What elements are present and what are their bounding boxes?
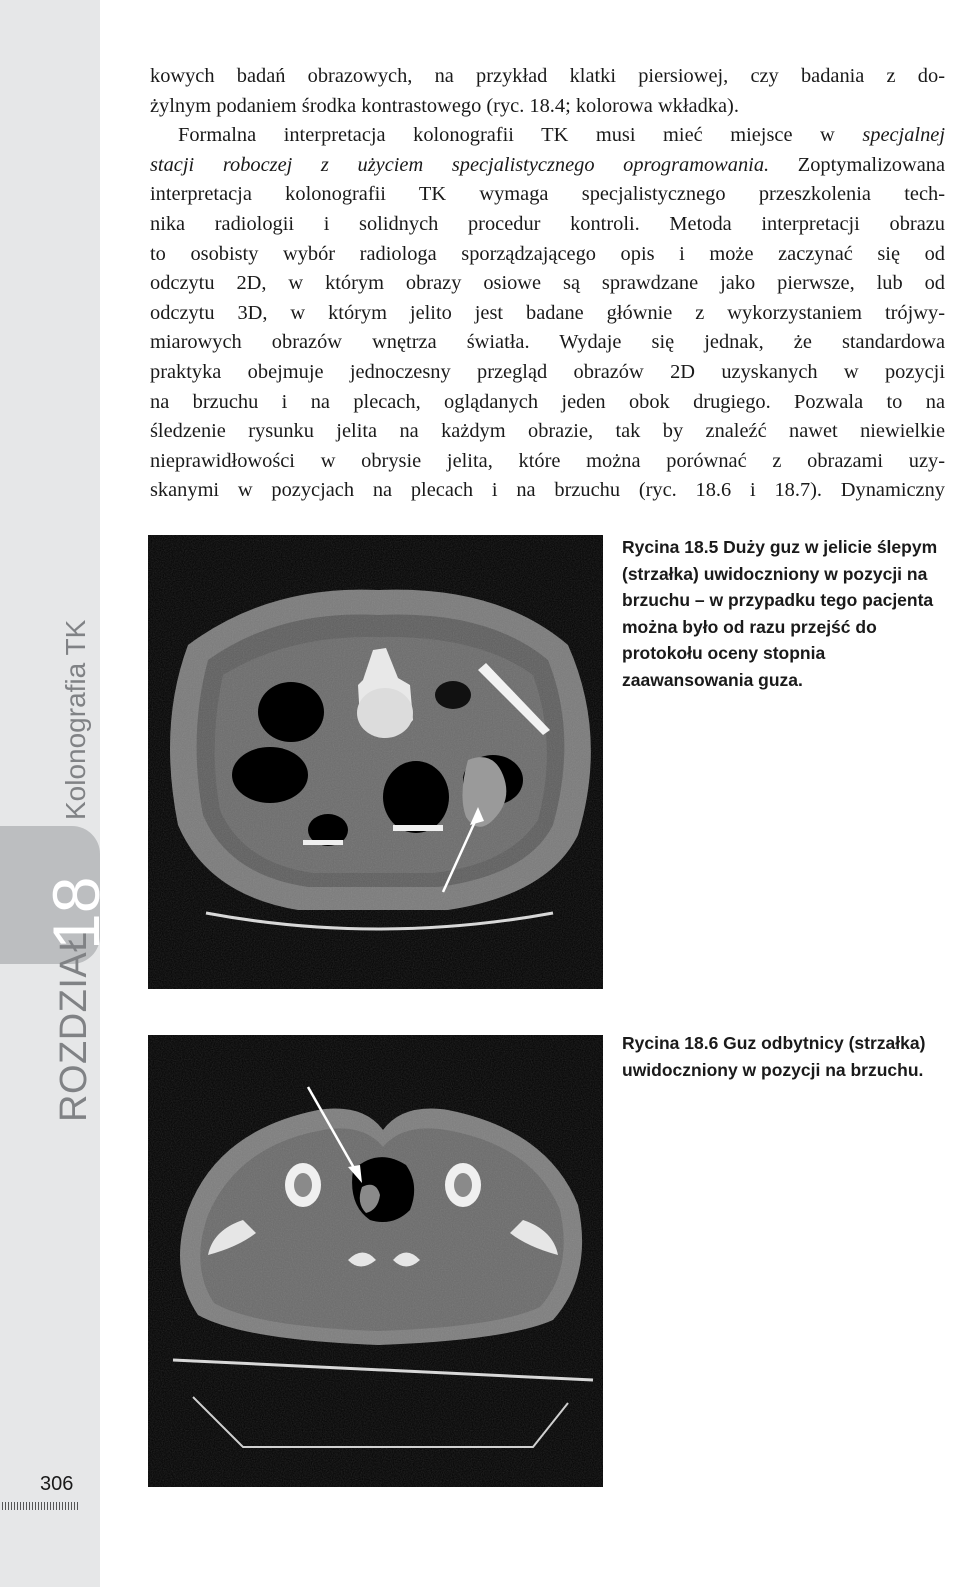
chapter-title: Kolonografia TK xyxy=(60,619,91,820)
page-number: 306 xyxy=(40,1473,74,1495)
italic-term: specjalnej xyxy=(862,124,945,147)
body-text xyxy=(150,62,945,506)
italic-term: stacji roboczej z użyciem specjalistycznego oprogramowania. xyxy=(150,153,770,176)
body-line: miarowych obrazów wnętrza światła. Wydaje się jednak, że standardowa xyxy=(150,331,945,354)
body-line: interpretacja kolonografii TK wymaga specjalistycznego przeszkolenia tech- xyxy=(150,183,945,206)
body-line-italic-mix: Formalna interpretacja kolonografii TK musi mieć miejsce w specjalnej xyxy=(178,124,945,147)
chapter-number: 18 xyxy=(39,876,113,950)
body-line: nieprawidłowości w obrysie jelita, które można porównać z obrazami uzy- xyxy=(150,449,945,472)
figure-ct-rectum xyxy=(148,1035,603,1487)
figure-caption xyxy=(622,1030,947,1083)
ct-image-abdomen xyxy=(148,535,603,989)
figure-caption xyxy=(622,534,947,693)
body-line: praktyka obejmuje jednoczesny przegląd obrazów 2D uzyskanych w pozycji xyxy=(150,360,945,383)
sidebar xyxy=(0,0,113,1587)
body-line: nika radiologii i solidnych procedur kontroli. Metoda interpretacji obrazu xyxy=(150,212,945,235)
body-line: odczytu 2D, w którym obrazy osiowe są sprawdzane jako pierwsze, lub od xyxy=(150,272,945,295)
body-line-italic-mix: stacji roboczej z użyciem specjalistycznego oprogramowania. Zoptymalizowana xyxy=(150,153,945,176)
body-line: żylnym podaniem środka kontrastowego (ryc. 18.4; kolorowa wkładka). xyxy=(150,94,739,117)
body-line: śledzenie rysunku jelita na każdym obrazie, tak by znaleźć nawet niewielkie xyxy=(150,420,945,443)
figure-ct-caecum xyxy=(148,535,603,989)
chapter-word: ROZDZIAŁ xyxy=(53,930,95,1122)
body-line: kowych badań obrazowych, na przykład klatki piersiowej, czy badania z do- xyxy=(150,65,945,87)
body-line: na brzuchu i na plecach, oglądanych jeden obok drugiego. Pozwala to na xyxy=(150,390,945,413)
page-number-ticks xyxy=(2,1502,78,1510)
body-line: odczytu 3D, w którym jelito jest badane głównie z wykorzystaniem trójwy- xyxy=(150,301,945,324)
body-line: skanymi w pozycjach na plecach i na brzuchu (ryc. 18.6 i 18.7). Dynamiczny xyxy=(150,479,945,502)
body-line: to osobisty wybór radiologa sporządzającego opis i może zaczynać się od xyxy=(150,242,945,265)
caption-text: Rycina 18.6 Guz odbytnicy (strzałka) uwidoczniony w pozycji na brzuchu. xyxy=(622,1033,926,1080)
ct-image-pelvis xyxy=(148,1035,603,1487)
caption-text: Rycina 18.5 Duży guz w jelicie ślepym (strzałka) uwidoczniony w pozycji na brzuchu – w przypadku tego pacjenta można było od razu przejść do protokołu oceny stopnia zaawansowania guza. xyxy=(622,537,938,690)
